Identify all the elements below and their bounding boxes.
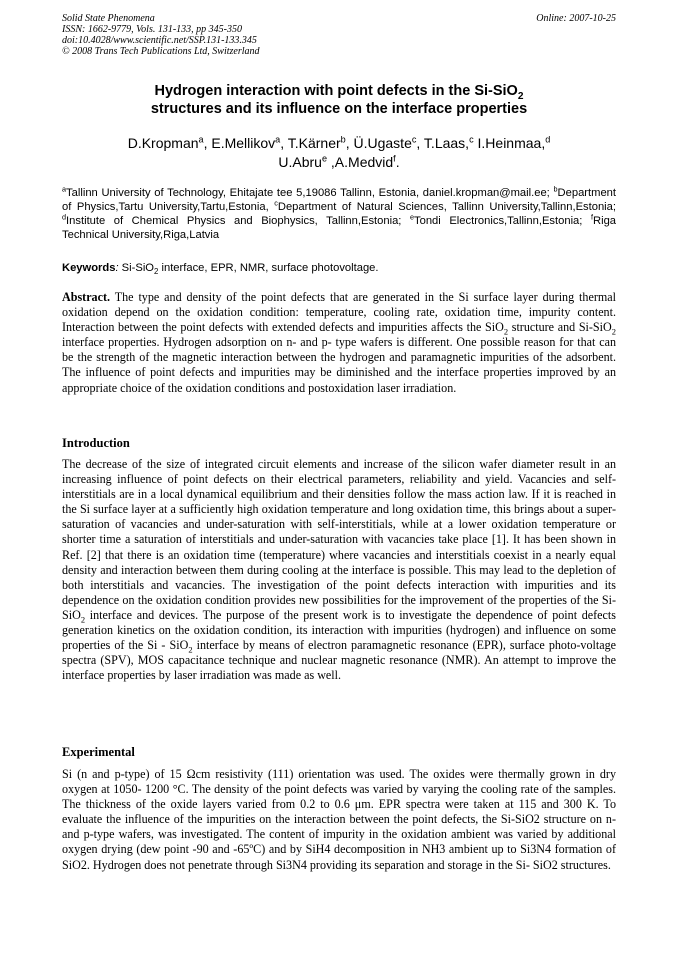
affiliation-text: Tallinn University of Technology, Ehitajate tee 5,19086 Tallinn, Estonia, daniel.kropman@mail.ee; bbox=[66, 187, 554, 199]
title-line-1: Hydrogen interaction with point defects in the Si-SiO bbox=[154, 83, 518, 99]
affil-mark: e bbox=[409, 212, 415, 222]
introduction-subscript: 2 bbox=[80, 614, 86, 625]
author: , T.Kärner bbox=[280, 135, 341, 151]
affiliation-text: Institute of Chemical Physics and Biophysics, Tallinn,Estonia; bbox=[66, 215, 410, 227]
keywords-text: Si-SiO bbox=[118, 262, 155, 274]
author-affil-mark: c bbox=[411, 134, 417, 145]
author-affil-mark: b bbox=[340, 134, 346, 145]
author: D.Kropman bbox=[127, 135, 199, 151]
online-date: Online: 2007-10-25 bbox=[536, 13, 616, 24]
affil-mark: d bbox=[62, 212, 67, 222]
author-affil-mark: a bbox=[198, 134, 204, 145]
paper-title bbox=[62, 82, 616, 118]
affiliations bbox=[62, 186, 616, 242]
author: , T.Laas, bbox=[416, 135, 470, 151]
keywords-text: interface, EPR, NMR, surface photovoltage. bbox=[158, 262, 379, 274]
author-affil-mark: a bbox=[275, 134, 281, 145]
doi-line: doi:10.4028/www.scientific.net/SSP.131-133.345 bbox=[62, 35, 257, 46]
author: , Ü.Ugaste bbox=[345, 135, 412, 151]
affiliation-text: Department of Physics,Tartu University,Tartu,Estonia, bbox=[62, 187, 616, 213]
introduction-heading: Introduction bbox=[62, 436, 130, 450]
author-list bbox=[62, 134, 616, 172]
issn-line: ISSN: 1662-9779, Vols. 131-133, pp 345-350 bbox=[62, 24, 242, 35]
abstract-subscript: 2 bbox=[503, 326, 509, 337]
introduction-subscript: 2 bbox=[188, 644, 193, 655]
author-affil-mark: d bbox=[545, 134, 551, 145]
abstract bbox=[62, 290, 616, 396]
author: U.Abru bbox=[278, 154, 322, 170]
introduction-text: The decrease of the size of integrated circuit elements and increase of the silicon wafer diameter result in an increasing influence of point defects on their electrical parameters, reliability and yield. Vacancies and self-interstitials are in a local dynamical equilibrium and their densities follow the mass action law. If it is reached in the Si surface layer at a sufficiently high oxidation temperature and long oxidation time, this brings about a super-saturation of vacancies and under-saturation with self-interstitials, while at a lower oxidation temperature or shorter time a saturation of interstitials and under-saturation with vacancies take place [1]. It has been shown in Ref. [2] that there is an oxidation time (temperature) where vacancies and interstitials coexist in a nearly equal density and interaction between them during cooling at the interface is possible. This may lead to the depletion of both interstitials and vacancies. The investigation of the point defects interaction with impurities and its dependence on the oxidation condition provides new possibilities for the improvement of the properties of the Si-SiO bbox=[62, 457, 616, 622]
introduction-paragraph bbox=[62, 457, 616, 683]
experimental-heading: Experimental bbox=[62, 745, 135, 759]
title-subscript: 2 bbox=[517, 90, 524, 102]
journal-name: Solid State Phenomena bbox=[62, 13, 155, 24]
copyright-line: © 2008 Trans Tech Publications Ltd, Switzerland bbox=[62, 46, 260, 57]
author: I.Heinmaa, bbox=[473, 135, 546, 151]
keywords bbox=[62, 261, 616, 275]
keywords-colon: : bbox=[115, 262, 119, 274]
keywords-subscript: 2 bbox=[154, 267, 159, 277]
abstract-text: The type and density of the point defects that are generated in the Si surface layer during thermal oxidation depend on the oxidation condition: temperature, cooling rate, oxidation time, impurity content. Interaction between the point defects with extended defects and impurities affects the SiO bbox=[62, 290, 616, 335]
abstract-label: Abstract. bbox=[62, 290, 111, 304]
author-affil-mark: c bbox=[469, 134, 474, 145]
affiliation-text: Tondi Electronics,Tallinn,Estonia; bbox=[414, 215, 591, 227]
affil-mark: f bbox=[590, 212, 593, 222]
author-affil-mark: f bbox=[393, 153, 396, 164]
abstract-subscript: 2 bbox=[611, 326, 616, 337]
abstract-text: interface properties. Hydrogen adsorption on n- and p- type wafers is different. One possible reason for that can be the strength of the magnetic interaction between the hydrogen and paramagnetic impurities of the adsorbent. The influence of point defects and impurities may be diminished and the interface properties improved by an appropriate choice of the oxidation conditions and postoxidation laser irradiation. bbox=[62, 335, 616, 395]
affiliation-text: Riga Technical University,Riga,Latvia bbox=[62, 215, 617, 241]
affil-mark: c bbox=[274, 198, 278, 208]
affiliation-text: Department of Natural Sciences, Tallinn University,Tallinn,Estonia; bbox=[277, 201, 616, 213]
title-line-2: structures and its influence on the interface properties bbox=[150, 101, 528, 117]
affil-mark: a bbox=[62, 184, 67, 194]
abstract-text: structure and Si-SiO bbox=[508, 320, 612, 335]
experimental-paragraph bbox=[62, 767, 616, 873]
introduction-text: interface by means of electron paramagnetic resonance (EPR), surface photo-voltage spectra (SPV), MOS capacitance technique and nuclear magnetic resonance (NMR). An attempt to improve the interface properties by laser irradiation was made as well. bbox=[62, 638, 616, 683]
affil-mark: b bbox=[553, 184, 558, 194]
experimental-text: Si (n and p-type) of 15 Ωcm resistivity (111) orientation was used. The oxides were thermally grown in dry oxygen at 1050- 1200 °C. The density of the point defects was varied by varying the cooling rate of the samples. The thickness of the oxide layers varied from 0.2 to 0.6 μm. EPR spectra were taken at 115 and 300 K. To evaluate the influence of the impurities on the interaction between the point defects, the Si-SiO2 structure on n- and p-type wafers, was investigated. The content of impurity in the oxidation ambient was varied by additional oxygen drying (dew point -90 and -65ºC) and by SiH4 decomposition in NH3 ambient up to Si3N4 formation of SiO2. Hydrogen does not penetrate through Si3N4 providing its separation and storage in the Si- SiO2 structures. bbox=[62, 767, 616, 872]
author-affil-mark: e bbox=[321, 153, 328, 164]
journal-header bbox=[62, 13, 616, 57]
introduction-text: interface and devices. The purpose of the present work is to investigate the dependence of point defects generation kinetics on the oxidation condition, its interaction with impurities (hydrogen) and influence on some properties of the Si - SiO bbox=[62, 607, 616, 653]
author: ,A.Medvid bbox=[327, 154, 394, 170]
author: , E.Mellikov bbox=[203, 135, 276, 151]
author-list-end: . bbox=[395, 154, 400, 170]
keywords-label: Keywords bbox=[62, 262, 116, 274]
